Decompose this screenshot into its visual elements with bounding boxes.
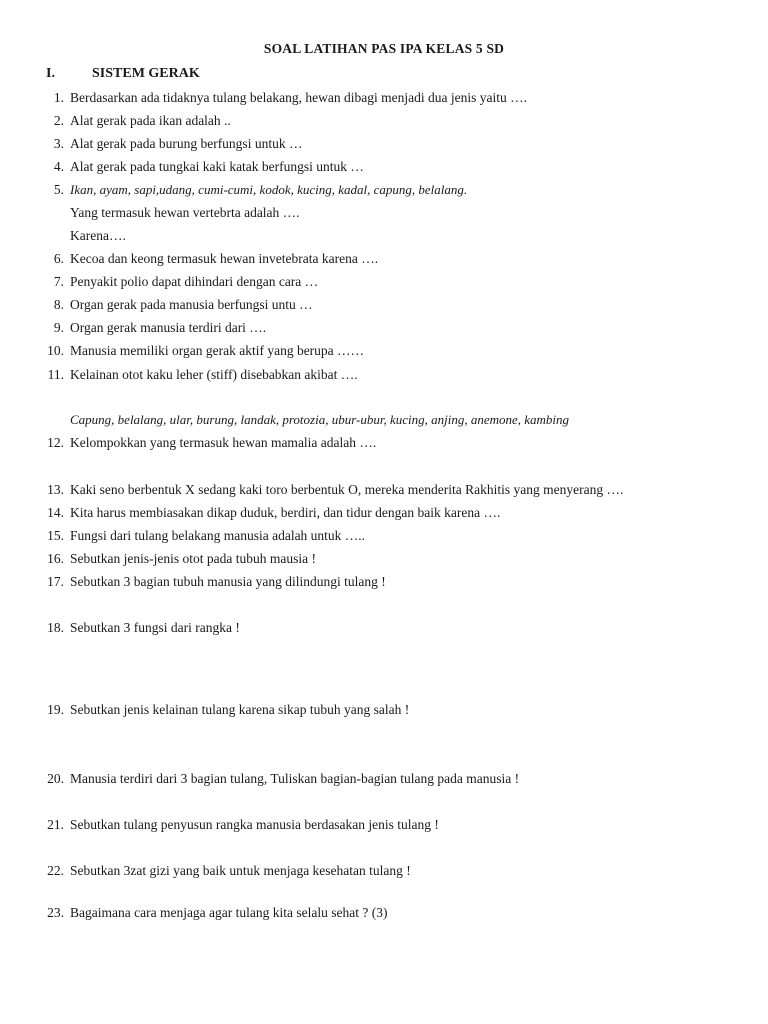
question-number: 21. — [47, 817, 64, 832]
question-text: Fungsi dari tulang belakang manusia adalah untuk ….. — [70, 528, 366, 543]
question-text: Kaki seno berbentuk X sedang kaki toro berbentuk O, mereka menderita Rakhitis yang menyerang …. — [70, 482, 624, 497]
question-text: Karena…. — [70, 228, 126, 243]
question-14 — [0, 503, 768, 523]
question-number: 16. — [47, 551, 64, 566]
question-number: 15. — [47, 528, 64, 543]
question-number: 9. — [53, 320, 64, 335]
question-text: Alat gerak pada tungkai kaki katak berfungsi untuk … — [70, 159, 364, 174]
question-text: Bagaimana cara menjaga agar tulang kita selalu sehat ? (3) — [70, 905, 388, 920]
animal-list — [0, 410, 768, 430]
question-text: Alat gerak pada burung berfungsi untuk … — [70, 136, 303, 151]
question-number: 19. — [47, 702, 64, 717]
question-number: 23. — [47, 905, 64, 920]
question-10 — [0, 341, 768, 361]
question-text: Manusia memiliki organ gerak aktif yang berupa …… — [70, 343, 365, 358]
question-12 — [0, 433, 768, 453]
question-text: Kelompokkan yang termasuk hewan mamalia adalah …. — [70, 435, 377, 450]
question-17 — [0, 572, 768, 592]
question-number: 22. — [47, 863, 64, 878]
question-20 — [0, 769, 768, 789]
question-number: 13. — [47, 482, 64, 497]
question-text: Kecoa dan keong termasuk hewan invetebrata karena …. — [70, 251, 379, 266]
question-number: 8. — [53, 297, 64, 312]
question-text: Sebutkan 3zat gizi yang baik untuk menjaga kesehatan tulang ! — [70, 863, 411, 878]
question-4 — [0, 157, 768, 177]
question-2 — [0, 111, 768, 131]
question-13 — [0, 480, 768, 500]
question-number: 3. — [53, 136, 64, 151]
question-text: Kelainan otot kaku leher (stiff) disebabkan akibat …. — [70, 367, 358, 382]
section-number: I. — [46, 66, 55, 81]
question-text: Sebutkan 3 fungsi dari rangka ! — [70, 620, 240, 635]
question-number: 17. — [47, 574, 64, 589]
question-15 — [0, 526, 768, 546]
question-text: Sebutkan tulang penyusun rangka manusia berdasakan jenis tulang ! — [70, 817, 439, 832]
question-number: 5. — [53, 182, 64, 197]
question-number: 1. — [53, 90, 64, 105]
question-3 — [0, 134, 768, 154]
question-number: 12. — [47, 435, 64, 450]
question-6 — [0, 249, 768, 269]
animal-list-text: Capung, belalang, ular, burung, landak, protozia, ubur-ubur, kucing, anjing, anemone, kambing — [70, 412, 570, 427]
question-text: Manusia terdiri dari 3 bagian tulang, Tuliskan bagian-bagian tulang pada manusia ! — [70, 771, 520, 786]
question-number: 11. — [47, 367, 64, 382]
question-text: Sebutkan 3 bagian tubuh manusia yang dilindungi tulang ! — [70, 574, 386, 589]
question-number: 7. — [53, 274, 64, 289]
question-text: Alat gerak pada ikan adalah .. — [70, 113, 231, 128]
question-text: Sebutkan jenis-jenis otot pada tubuh mausia ! — [70, 551, 316, 566]
document-title: SOAL LATIHAN PAS IPA KELAS 5 SD — [263, 41, 505, 56]
question-7 — [0, 272, 768, 292]
question-text: Organ gerak manusia terdiri dari …. — [70, 320, 267, 335]
question-number: 6. — [53, 251, 64, 266]
question-9 — [0, 318, 768, 338]
question-23 — [0, 903, 768, 923]
question-22 — [0, 861, 768, 881]
question-number: 10. — [47, 343, 64, 358]
question-text: Sebutkan jenis kelainan tulang karena sikap tubuh yang salah ! — [70, 702, 410, 717]
question-21 — [0, 815, 768, 835]
question-19 — [0, 700, 768, 720]
question-text: Kita harus membiasakan dikap duduk, berdiri, dan tidur dengan baik karena …. — [70, 505, 501, 520]
question-number: 18. — [47, 620, 64, 635]
question-number: 2. — [53, 113, 64, 128]
question-text: Ikan, ayam, sapi,udang, cumi-cumi, kodok, kucing, kadal, capung, belalang. — [70, 182, 468, 197]
question-5-subline — [0, 203, 768, 223]
question-8 — [0, 295, 768, 315]
section-title: SISTEM GERAK — [92, 66, 200, 81]
question-text: Yang termasuk hewan vertebrta adalah …. — [70, 205, 300, 220]
question-number: 4. — [53, 159, 64, 174]
question-18 — [0, 618, 768, 638]
question-5-subline — [0, 226, 768, 246]
question-text: Berdasarkan ada tidaknya tulang belakang, hewan dibagi menjadi dua jenis yaitu …. — [70, 90, 527, 105]
question-number: 14. — [47, 505, 64, 520]
question-1 — [0, 88, 768, 108]
question-text: Penyakit polio dapat dihindari dengan cara … — [70, 274, 319, 289]
question-5 — [0, 180, 768, 200]
question-text: Organ gerak pada manusia berfungsi untu … — [70, 297, 313, 312]
question-16 — [0, 549, 768, 569]
question-11 — [0, 365, 768, 385]
question-number: 20. — [47, 771, 64, 786]
